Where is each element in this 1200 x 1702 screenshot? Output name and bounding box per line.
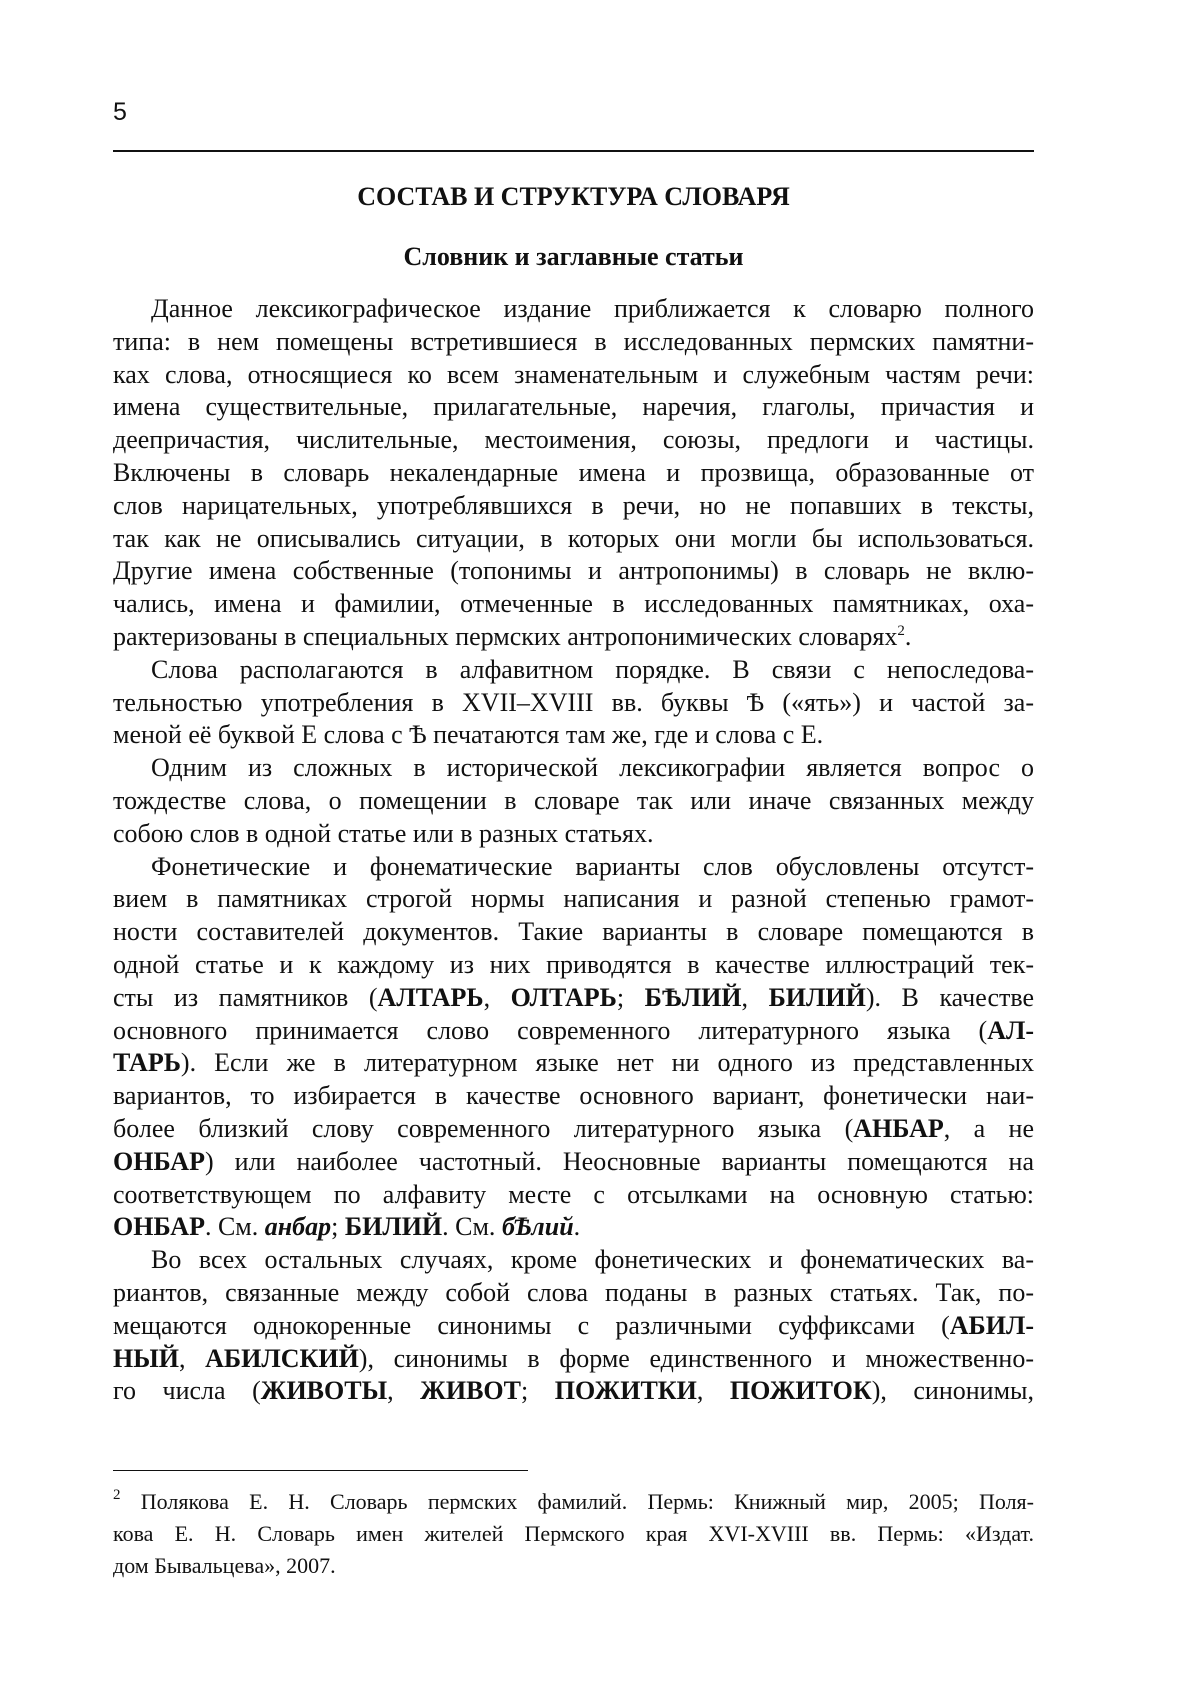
headword: ТАРЬ — [113, 1048, 181, 1078]
headword: БѢЛИЙ — [644, 982, 742, 1012]
text-line — [113, 1146, 1034, 1179]
headword: АНБАР — [853, 1113, 944, 1143]
text-line: собою слов в одной статье или в разных статьях. — [113, 818, 654, 848]
page-number: 5 — [113, 98, 127, 126]
text-line — [113, 1375, 1034, 1408]
text-line: вариантов, то избирается в качестве основного вариант, фонетически наи- — [113, 1081, 1034, 1111]
text-line: так как не описывались ситуации, в которых они могли бы использоваться. — [113, 523, 1034, 553]
text-run: ), синонимы, — [871, 1376, 1034, 1406]
text-run: , — [741, 982, 769, 1012]
cross-reference: анбар — [264, 1212, 332, 1242]
text-line: Фонетические и фонематические варианты слов обусловлены отсутст- — [151, 851, 1034, 881]
text-line: чались, имена и фамилии, отмеченные в исследованных памятниках, оха- — [113, 589, 1034, 619]
paragraph-4 — [113, 851, 1034, 1245]
text-run: рактеризованы в специальных пермских антропонимических словарях — [113, 621, 898, 651]
text-line — [113, 1015, 1034, 1048]
text-run: , — [178, 1343, 206, 1373]
text-line: вием в памятниках строгой нормы написания и разной степенью грамот- — [113, 884, 1034, 914]
text-line: ках слова, относящиеся ко всем знаменательным и служебным частям речи: — [113, 359, 1034, 389]
headword: ПОЖИТОК — [729, 1376, 872, 1406]
text-line: одной статье и к каждому из них приводятся в качестве иллюстраций тек- — [113, 949, 1034, 979]
text-line: тождестве слова, о помещении в словаре так или иначе связанных между — [113, 785, 1034, 815]
footnote-line: кова Е. Н. Словарь имен жителей Пермского края XVI-XVIII вв. Пермь: «Издат. — [113, 1521, 1034, 1546]
headword: ОНБАР — [113, 1212, 205, 1242]
text-run: более близкий слову современного литературного языка ( — [113, 1113, 854, 1143]
paragraph-5 — [113, 1244, 1034, 1408]
text-run: Полякова Е. Н. Словарь пермских фамилий. Пермь: Книжный мир, 2005; Поля- — [120, 1489, 1034, 1514]
text-run: сты из памятников ( — [113, 982, 378, 1012]
cross-reference: бѢлий — [501, 1212, 574, 1242]
text-line: рактеризованы в специальных пермских антропонимических словарях$^2$. — [113, 621, 912, 651]
headword: ОНБАР — [113, 1146, 205, 1176]
text-line: риантов, связанные между собой слова поданы в разных статьях. Так, по- — [113, 1277, 1034, 1307]
text-line: Данное лексикографическое издание приближается к словарю полного — [151, 294, 1034, 323]
text-line: меной её буквой Е слова с Ѣ печатаются там же, где и слова с Е. — [113, 720, 824, 750]
text-run: , — [696, 1376, 730, 1406]
paragraph-3 — [113, 752, 1034, 850]
text-run: ) или наиболее частотный. Неосновные варианты помещаются на — [204, 1146, 1034, 1176]
text-line: Слова располагаются в алфавитном порядке. В связи с непоследова- — [151, 654, 1034, 684]
text-line: Во всех остальных случаях, кроме фонетических и фонематических ва- — [151, 1245, 1034, 1275]
footnote-number: 2 — [113, 1487, 121, 1503]
text-run: ). Если же в литературном языке нет ни одного из представленных — [180, 1048, 1034, 1078]
text-run: , а не — [943, 1113, 1034, 1143]
text-line — [113, 1211, 1034, 1244]
text-line: типа: в нем помещены встретившиеся в исследованных пермских памятни- — [113, 326, 1034, 356]
text-run: мещаются однокоренные синонимы с различными суффиксами ( — [113, 1310, 950, 1340]
text-line: Другие имена собственные (топонимы и антропонимы) в словарь не вклю- — [113, 556, 1034, 586]
text-run: ). В качестве — [865, 982, 1035, 1012]
text-run: , — [483, 982, 511, 1012]
headword: АБИЛ- — [949, 1310, 1034, 1340]
text-line: Включены в словарь некалендарные имена и прозвища, образованные от — [113, 457, 1034, 487]
text-line: соответствующем по алфавиту месте с отсылками на основную статью: — [113, 1179, 1034, 1209]
text-line — [113, 1113, 1034, 1146]
headword: БИЛИЙ — [344, 1212, 443, 1242]
header-rule — [113, 150, 1034, 152]
text-run: го числа ( — [113, 1376, 261, 1406]
headword: ЖИВОТ — [420, 1376, 521, 1406]
text-run: . См. — [442, 1212, 502, 1242]
text-run: основного принимается слово современного литературного языка ( — [113, 1015, 988, 1045]
text-line: слов нарицательных, употреблявшихся в речи, но не попавших в тексты, — [113, 490, 1034, 520]
headword: ЖИВОТЫ — [260, 1376, 388, 1406]
text-line — [113, 1343, 1034, 1376]
paragraph-1 — [113, 293, 1034, 654]
headword: ПОЖИТКИ — [554, 1376, 697, 1406]
text-run: ; — [331, 1212, 345, 1242]
text-run: ; — [616, 982, 645, 1012]
text-line: Одним из сложных в исторической лексикографии является вопрос о — [151, 753, 1034, 783]
section-title: СОСТАВ И СТРУКТУРА СЛОВАРЯ — [357, 182, 790, 211]
text-run: . — [573, 1212, 581, 1242]
text-run: ; — [520, 1376, 555, 1406]
text-line: тельностью употребления в XVII–XVIII вв. буквы Ѣ («ять») и частой за- — [113, 687, 1034, 717]
text-line: имена существительные, прилагательные, наречия, глаголы, причастия и — [113, 392, 1034, 422]
text-line — [113, 1047, 1034, 1080]
text-run: ), синонимы в форме единственного и множественно- — [358, 1343, 1034, 1373]
headword: ОЛТАРЬ — [510, 982, 617, 1012]
headword: БИЛИЙ — [768, 982, 866, 1012]
document-body — [113, 177, 1034, 1408]
section-subtitle: Словник и заглавные статьи — [403, 242, 744, 271]
text-line — [113, 982, 1034, 1015]
headword: АЛТАРЬ — [377, 982, 484, 1012]
text-run: , — [387, 1376, 421, 1406]
footnote-reference[interactable]: 2 — [897, 622, 905, 639]
text-line: деепричастия, числительные, местоимения, союзы, предлоги и частицы. — [113, 425, 1034, 455]
headword: НЫЙ — [113, 1343, 179, 1373]
text-run: . См. — [204, 1212, 265, 1242]
headword: АЛ- — [987, 1015, 1034, 1045]
headword: АБИЛСКИЙ — [205, 1343, 359, 1373]
footnote-rule — [113, 1470, 528, 1471]
footnote-line: дом Бывальцева», 2007. — [113, 1553, 336, 1578]
text-line: ности составителей документов. Такие варианты в словаре помещаются в — [113, 917, 1034, 947]
paragraph-2 — [113, 654, 1034, 752]
footnote-line — [113, 1486, 1034, 1518]
text-line — [113, 1310, 1034, 1343]
footnote — [113, 1486, 1034, 1582]
